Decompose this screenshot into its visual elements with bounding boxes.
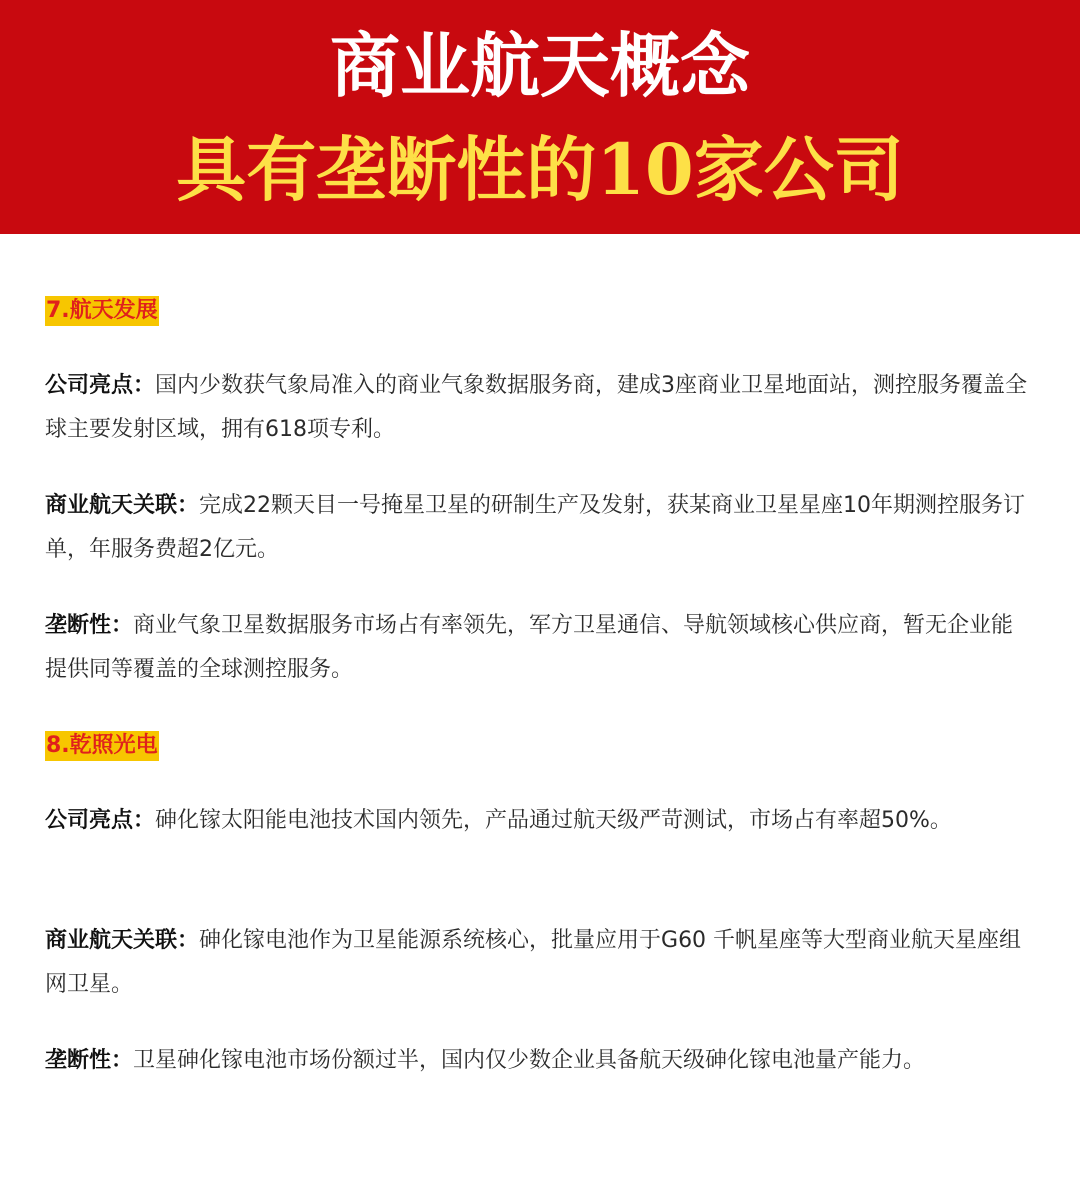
paragraph-text: 砷化镓电池作为卫星能源系统核心，批量应用于G60 千帆星座等大型商业航天星座组网卫星。 <box>45 928 1022 997</box>
paragraph-text: 国内少数获气象局准入的商业气象数据服务商，建成3座商业卫星地面站，测控服务覆盖全球主要发射区域，拥有618项专利。 <box>45 373 1028 442</box>
monopoly-paragraph <box>45 1039 1035 1083</box>
page-subtitle: 具有垄断性的10家公司 <box>176 128 904 211</box>
paragraph-text: 商业气象卫星数据服务市场占有率领先，军方卫星通信、导航领域核心供应商，暂无企业能提供同等覆盖的全球测控服务。 <box>45 613 1014 682</box>
paragraph-label: 商业航天关联： <box>45 493 200 518</box>
paragraph-text: 完成22颗天目一号掩星卫星的研制生产及发射，获某商业卫星星座10年期测控服务订单，年服务费超2亿元。 <box>45 493 1026 562</box>
header-banner <box>0 0 1080 234</box>
paragraph-label: 公司亮点： <box>45 373 156 398</box>
paragraph-text: 砷化镓太阳能电池技术国内领先，产品通过航天级严苛测试，市场占有率超50%。 <box>155 808 952 833</box>
paragraph-label: 商业航天关联： <box>45 928 200 953</box>
commercial-space-link-paragraph <box>45 484 1035 572</box>
paragraph-label: 公司亮点： <box>45 808 156 833</box>
section-heading-hangtian-fazhan: 7.航天发展 <box>45 296 159 326</box>
section-heading-qianzhao-guangdian: 8.乾照光电 <box>45 731 159 761</box>
company-highlight-paragraph <box>45 364 1035 452</box>
paragraph-text: 卫星砷化镓电池市场份额过半，国内仅少数企业具备航天级砷化镓电池量产能力。 <box>133 1048 926 1073</box>
paragraph-label: 垄断性： <box>45 1048 134 1073</box>
page-title: 商业航天概念 <box>330 24 750 107</box>
monopoly-paragraph <box>45 604 1035 692</box>
paragraph-label: 垄断性： <box>45 613 134 638</box>
company-highlight-paragraph <box>45 799 1035 843</box>
commercial-space-link-paragraph <box>45 919 1035 1007</box>
